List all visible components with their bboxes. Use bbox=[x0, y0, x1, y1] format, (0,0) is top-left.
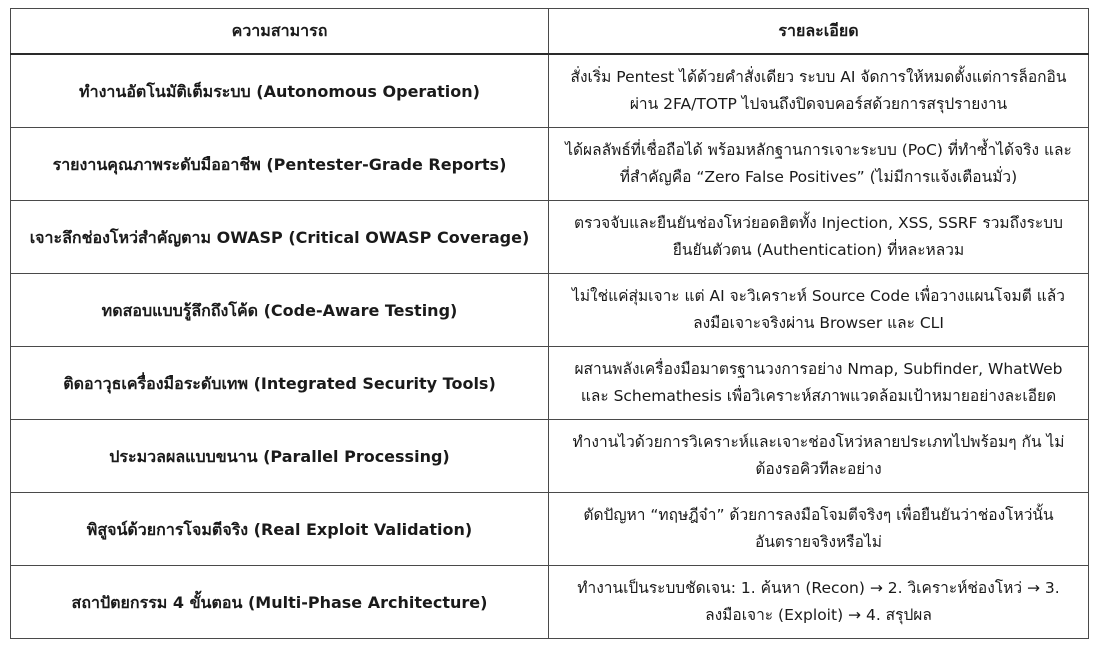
detail-cell: ได้ผลลัพธ์ที่เชื่อถือได้ พร้อมหลักฐานการเจาะระบบ (PoC) ที่ทำซ้ำได้จริง และที่สำคัญคือ “Zero False Positives” (ไม่มีการแจ้งเตือนมั่ว) bbox=[549, 128, 1089, 201]
capability-cell: พิสูจน์ด้วยการโจมตีจริง (Real Exploit Validation) bbox=[11, 493, 549, 566]
detail-cell: ผสานพลังเครื่องมือมาตรฐานวงการอย่าง Nmap, Subfinder, WhatWeb และ Schemathesis เพื่อวิเคราะห์สภาพแวดล้อมเป้าหมายอย่างละเอียด bbox=[549, 347, 1089, 420]
detail-cell: ทำงานเป็นระบบชัดเจน: 1. ค้นหา (Recon) → 2. วิเคราะห์ช่องโหว่ → 3. ลงมือเจาะ (Exploit) → 4. สรุปผล bbox=[549, 566, 1089, 639]
capabilities-table bbox=[10, 8, 1089, 639]
table-row bbox=[11, 420, 1089, 493]
detail-cell: ไม่ใช่แค่สุ่มเจาะ แต่ AI จะวิเคราะห์ Source Code เพื่อวางแผนโจมตี แล้วลงมือเจาะจริงผ่าน Browser และ CLI bbox=[549, 274, 1089, 347]
detail-cell: ตรวจจับและยืนยันช่องโหว่ยอดฮิตทั้ง Injection, XSS, SSRF รวมถึงระบบยืนยันตัวตน (Authentication) ที่หละหลวม bbox=[549, 201, 1089, 274]
table-row bbox=[11, 128, 1089, 201]
detail-cell: ตัดปัญหา “ทฤษฎีจ๋า” ด้วยการลงมือโจมตีจริงๆ เพื่อยืนยันว่าช่องโหว่นั้นอันตรายจริงหรือไม่ bbox=[549, 493, 1089, 566]
capability-cell: ประมวลผลแบบขนาน (Parallel Processing) bbox=[11, 420, 549, 493]
capability-cell: ทำงานอัตโนมัติเต็มระบบ (Autonomous Operation) bbox=[11, 54, 549, 128]
table-row bbox=[11, 566, 1089, 639]
column-header-capability: ความสามารถ bbox=[11, 9, 549, 55]
capability-cell: ทดสอบแบบรู้ลึกถึงโค้ด (Code-Aware Testing) bbox=[11, 274, 549, 347]
table-row bbox=[11, 201, 1089, 274]
capabilities-table-container bbox=[10, 8, 1088, 639]
table-row bbox=[11, 274, 1089, 347]
capability-cell: ติดอาวุธเครื่องมือระดับเทพ (Integrated Security Tools) bbox=[11, 347, 549, 420]
column-header-detail: รายละเอียด bbox=[549, 9, 1089, 55]
capability-cell: รายงานคุณภาพระดับมืออาชีพ (Pentester-Grade Reports) bbox=[11, 128, 549, 201]
capability-cell: เจาะลึกช่องโหว่สำคัญตาม OWASP (Critical OWASP Coverage) bbox=[11, 201, 549, 274]
table-row bbox=[11, 347, 1089, 420]
detail-cell: สั่งเริ่ม Pentest ได้ด้วยคำสั่งเดียว ระบบ AI จัดการให้หมดตั้งแต่การล็อกอินผ่าน 2FA/TOTP ไปจนถึงปิดจบคอร์สด้วยการสรุปรายงาน bbox=[549, 54, 1089, 128]
table-row bbox=[11, 493, 1089, 566]
detail-cell: ทำงานไวด้วยการวิเคราะห์และเจาะช่องโหว่หลายประเภทไปพร้อมๆ กัน ไม่ต้องรอคิวทีละอย่าง bbox=[549, 420, 1089, 493]
table-header-row bbox=[11, 9, 1089, 55]
capability-cell: สถาปัตยกรรม 4 ขั้นตอน (Multi-Phase Architecture) bbox=[11, 566, 549, 639]
table-row bbox=[11, 54, 1089, 128]
